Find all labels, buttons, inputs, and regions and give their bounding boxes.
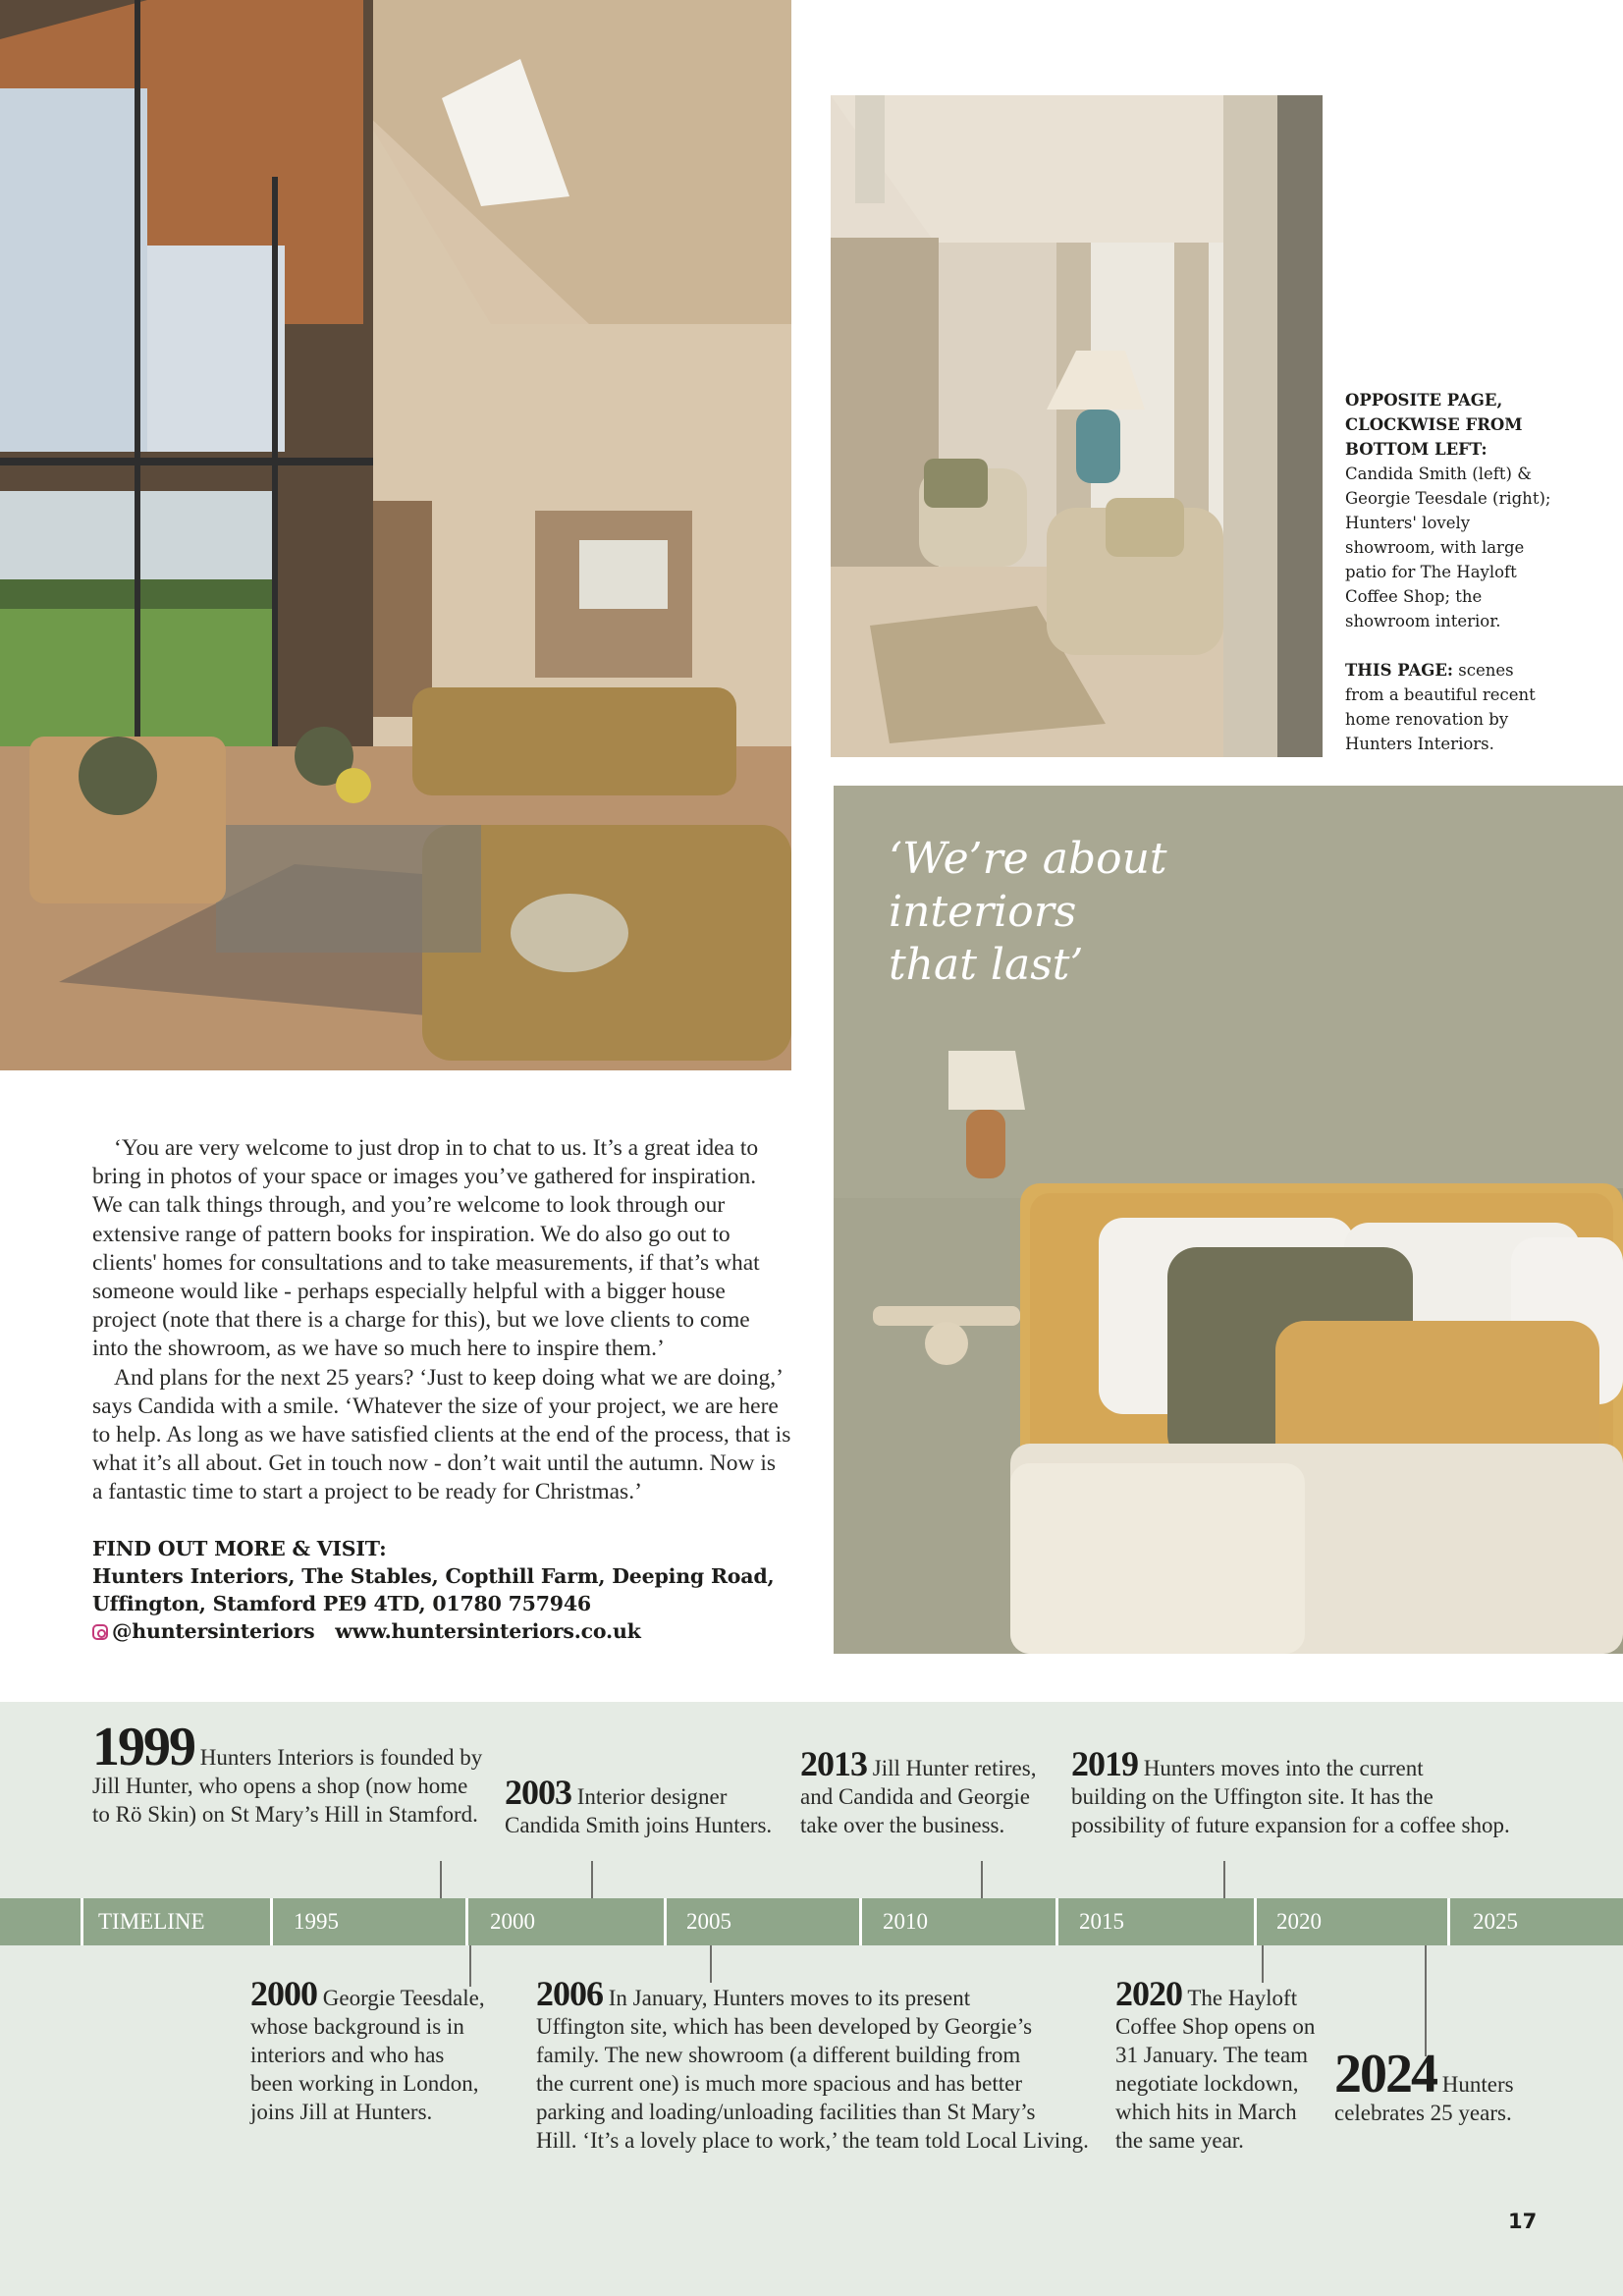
event-text: which hits in March: [1115, 2100, 1297, 2124]
timeline-connector: [1223, 1861, 1225, 1898]
website-link[interactable]: www.huntersinteriors.co.uk: [335, 1619, 641, 1643]
visit-info: [92, 1535, 791, 1645]
caption-this-text: scenes from a beautiful recent home renovation by Hunters Interiors.: [1345, 661, 1536, 753]
timeline-event-2006: [536, 1974, 1089, 2155]
photo-caption: [1345, 388, 1551, 781]
timeline-tick: [1254, 1898, 1257, 1945]
event-text: family. The new showroom (a different building from: [536, 2043, 1021, 2067]
timeline-tick: [1055, 1898, 1058, 1945]
event-year: 1999: [92, 1717, 194, 1777]
timeline-connector: [591, 1861, 593, 1898]
event-text: Hill. ‘It’s a lovely place to work,’ the team told Local Living.: [536, 2128, 1089, 2153]
timeline-year-2025: 2025: [1473, 1909, 1518, 1934]
timeline-connector: [1425, 1945, 1427, 2056]
event-text: the same year.: [1115, 2128, 1244, 2153]
timeline-event-2020: [1115, 1974, 1316, 2155]
caption-opposite-heading: OPPOSITE PAGE, CLOCKWISE FROM BOTTOM LEFT:: [1345, 391, 1523, 459]
event-text: Interior designer: [576, 1784, 728, 1809]
pull-quote-line1: ‘We’re about interiors: [889, 834, 1167, 937]
event-text: Uffington site, which has been developed by Georgie’s: [536, 2014, 1033, 2039]
article-body: [92, 1134, 791, 1507]
timeline-label: TIMELINE: [98, 1909, 205, 1934]
timeline-year-2020: 2020: [1276, 1909, 1322, 1934]
timeline-connector: [981, 1861, 983, 1898]
visit-heading: FIND OUT MORE & VISIT:: [92, 1537, 387, 1560]
event-text: Georgie Teesdale,: [322, 1986, 485, 2010]
timeline-tick: [1447, 1898, 1450, 1945]
timeline-event-2019: [1071, 1744, 1510, 1839]
event-text: Hunters moves into the current: [1143, 1756, 1424, 1780]
living-room-photo: [0, 0, 791, 1070]
event-year: 2003: [505, 1773, 571, 1812]
instagram-handle[interactable]: @huntersinteriors: [112, 1619, 315, 1643]
timeline-event-2003: [505, 1773, 773, 1839]
timeline-event-2024: [1334, 2044, 1514, 2127]
event-text: Jill Hunter retires,: [872, 1756, 1037, 1780]
timeline-year-2010: 2010: [883, 1909, 928, 1934]
timeline-year-2000: 2000: [490, 1909, 535, 1934]
event-text: interiors and who has: [250, 2043, 445, 2067]
event-text: celebrates 25 years.: [1334, 2101, 1512, 2125]
instagram-icon: [92, 1624, 108, 1640]
body-paragraph-1: ‘You are very welcome to just drop in to chat to us. It’s a great idea to bring in photos of your space or images you’ve gathered for inspiration. We can talk things through, and you’re welcome to look through our extensive range of pattern books for inspiration. We do also go out to clients' homes for consultations and to take measurements, if that’s what someone would like - perhaps especially helpful with a bigger house project (note that there is a charge for this), but we love clients to come into the showroom, as we have so much here to inspire them.’: [92, 1135, 760, 1362]
bedroom-corner-photo: [831, 95, 1323, 757]
event-year: 2013: [800, 1744, 867, 1783]
event-text: been working in London,: [250, 2071, 479, 2096]
event-text: building on the Uffington site. It has the: [1071, 1784, 1434, 1809]
event-year: 2020: [1115, 1974, 1182, 2013]
pull-quote: [889, 833, 1340, 992]
timeline-connector: [1262, 1945, 1264, 1983]
event-text: Coffee Shop opens on: [1115, 2014, 1316, 2039]
timeline-connector: [710, 1945, 712, 1983]
event-text: joins Jill at Hunters.: [250, 2100, 433, 2124]
event-text: 31 January. The team: [1115, 2043, 1309, 2067]
event-text: take over the business.: [800, 1813, 1005, 1837]
event-text: Hunters: [1441, 2072, 1514, 2097]
event-text: parking and loading/unloading facilities than St Mary’s: [536, 2100, 1036, 2124]
pull-quote-line2: that last’: [889, 940, 1084, 990]
event-year: 2006: [536, 1974, 603, 2013]
timeline-year-2005: 2005: [686, 1909, 731, 1934]
event-text: and Candida and Georgie: [800, 1784, 1030, 1809]
timeline-event-2000: [250, 1974, 485, 2126]
timeline-tick: [270, 1898, 273, 1945]
body-paragraph-2: And plans for the next 25 years? ‘Just to keep doing what we are doing,’ says Candida with a smile. ‘Whatever the size of your project, we are here to help. As long as we have satisfied clients at the end of the process, that is what it’s all about. Get in touch now - don’t wait until the autumn. Now is a fantastic time to start a project to be ready for Christmas.’: [92, 1364, 791, 1505]
timeline-band: [0, 1898, 1623, 1945]
timeline-year-2015: 2015: [1079, 1909, 1124, 1934]
event-text: negotiate lockdown,: [1115, 2071, 1299, 2096]
timeline-event-2013: [800, 1744, 1037, 1839]
visit-social-line: [92, 1617, 791, 1645]
timeline-tick: [465, 1898, 468, 1945]
timeline-tick: [81, 1898, 83, 1945]
event-text: the current one) is much more spacious and has better: [536, 2071, 1022, 2096]
timeline-tick: [664, 1898, 667, 1945]
event-year: 2000: [250, 1974, 317, 2013]
caption-this-heading: THIS PAGE:: [1345, 661, 1454, 680]
timeline-year-1995: 1995: [294, 1909, 339, 1934]
event-text: possibility of future expansion for a coffee shop.: [1071, 1813, 1510, 1837]
timeline-connector: [440, 1861, 442, 1898]
event-text: Candida Smith joins Hunters.: [505, 1813, 773, 1837]
event-text: whose background is in: [250, 2014, 464, 2039]
visit-address-line1: Hunters Interiors, The Stables, Copthill Farm, Deeping Road,: [92, 1564, 775, 1588]
event-year: 2019: [1071, 1744, 1138, 1783]
event-text: The Hayloft: [1187, 1986, 1298, 2010]
event-year: 2024: [1334, 2044, 1436, 2105]
event-text: Hunters Interiors is founded by: [199, 1745, 483, 1770]
timeline-tick: [859, 1898, 862, 1945]
timeline-event-1999: [92, 1717, 483, 1829]
event-text: In January, Hunters moves to its present: [608, 1986, 971, 2010]
event-text: to Rö Skin) on St Mary’s Hill in Stamford.: [92, 1802, 478, 1827]
page-number: 17: [1508, 2210, 1538, 2233]
visit-address-line2: Uffington, Stamford PE9 4TD, 01780 757946: [92, 1592, 591, 1615]
event-text: Jill Hunter, who opens a shop (now home: [92, 1774, 468, 1798]
caption-opposite-text: Candida Smith (left) & Georgie Teesdale (right); Hunters' lovely showroom, with large patio for The Hayloft Coffee Shop; the showroom interior.: [1345, 465, 1551, 630]
